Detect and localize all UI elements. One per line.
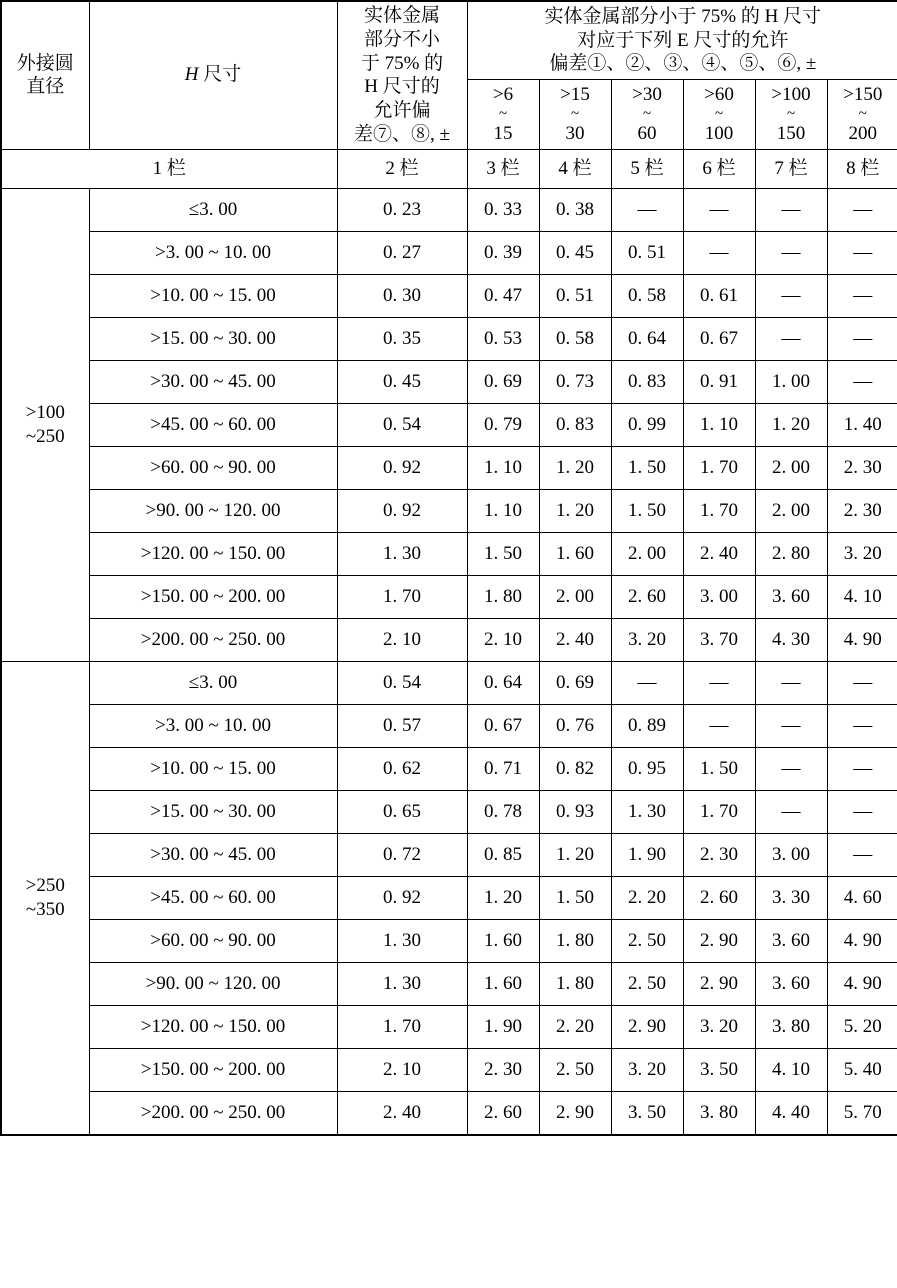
header-col3-line2: 部分不小 [363, 28, 440, 50]
h-size-cell: >3. 00 ~ 10. 00 [89, 231, 337, 274]
value-col6: 1. 10 [683, 403, 755, 446]
header-group-line3: 偏差①、②、③、④、⑤、⑥, ± [549, 53, 817, 75]
value-col5: 0. 51 [611, 231, 683, 274]
value-col7: 2. 00 [755, 446, 827, 489]
table-row [1, 1048, 897, 1091]
column-number-2: 2 栏 [337, 149, 467, 188]
h-size-cell: ≤3. 00 [89, 188, 337, 231]
value-col5: 0. 99 [611, 403, 683, 446]
value-col2: 2. 40 [337, 1091, 467, 1135]
table-row [1, 618, 897, 661]
table-row [1, 876, 897, 919]
h-size-cell: >45. 00 ~ 60. 00 [89, 403, 337, 446]
value-col8: — [827, 790, 897, 833]
value-col6: 2. 30 [683, 833, 755, 876]
table-row [1, 532, 897, 575]
value-col8: 4. 90 [827, 962, 897, 1005]
header-col3-line3: 于 75% 的 [360, 52, 444, 74]
table-row [1, 360, 897, 403]
value-col3: 0. 71 [467, 747, 539, 790]
value-col6: 0. 91 [683, 360, 755, 403]
value-col2: 0. 54 [337, 661, 467, 704]
value-col5: 2. 50 [611, 962, 683, 1005]
value-col8: — [827, 274, 897, 317]
table-row [1, 188, 897, 231]
column-number-3: 3 栏 [467, 149, 539, 188]
table-row [1, 231, 897, 274]
value-col2: 0. 57 [337, 704, 467, 747]
value-col7: 4. 40 [755, 1091, 827, 1135]
value-col7: 3. 00 [755, 833, 827, 876]
value-col8: — [827, 317, 897, 360]
value-col4: 1. 80 [539, 919, 611, 962]
value-col2: 1. 30 [337, 962, 467, 1005]
value-col2: 0. 54 [337, 403, 467, 446]
table-row [1, 790, 897, 833]
value-col8: — [827, 747, 897, 790]
header-e-range-2: >15 ~ 30 [539, 80, 611, 149]
value-col3: 0. 85 [467, 833, 539, 876]
value-col3: 1. 50 [467, 532, 539, 575]
value-col6: — [683, 188, 755, 231]
value-col7: 1. 20 [755, 403, 827, 446]
header-group-line2: 对应于下列 E 尺寸的允许 [577, 29, 789, 51]
value-col8: — [827, 188, 897, 231]
value-col8: 2. 30 [827, 489, 897, 532]
value-col8: 2. 30 [827, 446, 897, 489]
table-row [1, 661, 897, 704]
value-col8: — [827, 231, 897, 274]
value-col2: 0. 62 [337, 747, 467, 790]
value-col4: 0. 76 [539, 704, 611, 747]
value-col7: 3. 80 [755, 1005, 827, 1048]
table-row [1, 962, 897, 1005]
value-col5: 0. 89 [611, 704, 683, 747]
header-solid-metal-ge75 [337, 1, 467, 149]
value-col8: 5. 40 [827, 1048, 897, 1091]
value-col8: — [827, 661, 897, 704]
header-col3-line5: 允许偏 [373, 100, 431, 121]
value-col4: 0. 83 [539, 403, 611, 446]
h-size-cell: >30. 00 ~ 45. 00 [89, 833, 337, 876]
header-group-line1: 实体金属部分小于 75% 的 H 尺寸 [544, 5, 822, 27]
value-col7: 3. 60 [755, 962, 827, 1005]
header-col1-line1: 外接圆 [16, 52, 74, 74]
value-col4: 1. 20 [539, 489, 611, 532]
value-col4: 2. 40 [539, 618, 611, 661]
value-col5: 0. 83 [611, 360, 683, 403]
value-col6: 1. 70 [683, 446, 755, 489]
h-size-cell: >150. 00 ~ 200. 00 [89, 1048, 337, 1091]
h-size-cell: >45. 00 ~ 60. 00 [89, 876, 337, 919]
value-col6: — [683, 704, 755, 747]
value-col3: 0. 79 [467, 403, 539, 446]
value-col7: 1. 00 [755, 360, 827, 403]
value-col6: 3. 50 [683, 1048, 755, 1091]
value-col8: 4. 90 [827, 919, 897, 962]
value-col4: 1. 50 [539, 876, 611, 919]
value-col8: 5. 20 [827, 1005, 897, 1048]
value-col2: 2. 10 [337, 618, 467, 661]
value-col4: 2. 50 [539, 1048, 611, 1091]
value-col8: 4. 90 [827, 618, 897, 661]
value-col2: 1. 70 [337, 575, 467, 618]
header-col3-line1: 实体金属 [363, 5, 440, 26]
value-col7: — [755, 704, 827, 747]
column-number-1: 1 栏 [1, 149, 337, 188]
value-col3: 0. 64 [467, 661, 539, 704]
value-col8: 1. 40 [827, 403, 897, 446]
value-col7: — [755, 188, 827, 231]
value-col5: — [611, 661, 683, 704]
value-col3: 1. 10 [467, 489, 539, 532]
header-h-suffix: 尺寸 [203, 64, 242, 86]
value-col4: 0. 38 [539, 188, 611, 231]
h-size-cell: >30. 00 ~ 45. 00 [89, 360, 337, 403]
table-row [1, 403, 897, 446]
value-col6: 0. 61 [683, 274, 755, 317]
h-size-cell: ≤3. 00 [89, 661, 337, 704]
value-col2: 1. 30 [337, 532, 467, 575]
h-size-cell: >200. 00 ~ 250. 00 [89, 1091, 337, 1135]
table-row [1, 489, 897, 532]
table-row [1, 919, 897, 962]
h-size-cell: >120. 00 ~ 150. 00 [89, 532, 337, 575]
value-col5: 0. 95 [611, 747, 683, 790]
value-col2: 0. 92 [337, 446, 467, 489]
value-col4: 1. 60 [539, 532, 611, 575]
h-size-cell: >15. 00 ~ 30. 00 [89, 790, 337, 833]
h-size-cell: >10. 00 ~ 15. 00 [89, 747, 337, 790]
value-col6: 3. 20 [683, 1005, 755, 1048]
h-size-cell: >60. 00 ~ 90. 00 [89, 446, 337, 489]
value-col5: 3. 20 [611, 1048, 683, 1091]
value-col6: 2. 40 [683, 532, 755, 575]
table-row [1, 747, 897, 790]
value-col7: — [755, 790, 827, 833]
value-col3: 2. 10 [467, 618, 539, 661]
h-size-cell: >3. 00 ~ 10. 00 [89, 704, 337, 747]
value-col6: 1. 50 [683, 747, 755, 790]
value-col7: — [755, 661, 827, 704]
value-col3: 1. 60 [467, 962, 539, 1005]
h-size-cell: >10. 00 ~ 15. 00 [89, 274, 337, 317]
table-row [1, 317, 897, 360]
value-col6: 1. 70 [683, 489, 755, 532]
value-col5: 1. 30 [611, 790, 683, 833]
h-size-cell: >120. 00 ~ 150. 00 [89, 1005, 337, 1048]
value-col6: 3. 70 [683, 618, 755, 661]
value-col5: 1. 50 [611, 489, 683, 532]
value-col2: 2. 10 [337, 1048, 467, 1091]
value-col5: 2. 50 [611, 919, 683, 962]
value-col6: 2. 90 [683, 919, 755, 962]
table-row [1, 274, 897, 317]
h-size-cell: >90. 00 ~ 120. 00 [89, 962, 337, 1005]
value-col3: 0. 53 [467, 317, 539, 360]
value-col8: — [827, 360, 897, 403]
column-number-6: 6 栏 [683, 149, 755, 188]
table-row [1, 1005, 897, 1048]
value-col2: 0. 92 [337, 489, 467, 532]
value-col6: 3. 00 [683, 575, 755, 618]
column-number-8: 8 栏 [827, 149, 897, 188]
value-col7: 2. 00 [755, 489, 827, 532]
value-col2: 0. 27 [337, 231, 467, 274]
value-col5: 1. 90 [611, 833, 683, 876]
value-col4: 1. 80 [539, 962, 611, 1005]
value-col5: 3. 50 [611, 1091, 683, 1135]
value-col3: 0. 39 [467, 231, 539, 274]
header-e-range-5: >100 ~ 150 [755, 80, 827, 149]
header-h-dimension: H 尺寸 [89, 1, 337, 149]
header-col3-line6: 差⑦、⑧, ± [354, 123, 450, 145]
header-row-titles [1, 1, 897, 80]
value-col4: 0. 58 [539, 317, 611, 360]
value-col3: 0. 67 [467, 704, 539, 747]
table-row [1, 704, 897, 747]
column-number-5: 5 栏 [611, 149, 683, 188]
value-col4: 2. 20 [539, 1005, 611, 1048]
value-col3: 0. 33 [467, 188, 539, 231]
header-e-range-1: >6 ~ 15 [467, 80, 539, 149]
value-col4: 0. 82 [539, 747, 611, 790]
value-col7: — [755, 747, 827, 790]
value-col6: 2. 60 [683, 876, 755, 919]
h-size-cell: >90. 00 ~ 120. 00 [89, 489, 337, 532]
value-col6: 1. 70 [683, 790, 755, 833]
h-size-cell: >15. 00 ~ 30. 00 [89, 317, 337, 360]
value-col4: 2. 90 [539, 1091, 611, 1135]
value-col3: 1. 60 [467, 919, 539, 962]
header-col3-line4: H 尺寸的 [364, 76, 440, 98]
value-col7: — [755, 231, 827, 274]
value-col2: 0. 23 [337, 188, 467, 231]
value-col4: 1. 20 [539, 833, 611, 876]
value-col3: 1. 80 [467, 575, 539, 618]
header-e-range-3: >30 ~ 60 [611, 80, 683, 149]
value-col4: 0. 45 [539, 231, 611, 274]
value-col8: 4. 60 [827, 876, 897, 919]
value-col6: 2. 90 [683, 962, 755, 1005]
value-col5: 0. 58 [611, 274, 683, 317]
value-col5: 1. 50 [611, 446, 683, 489]
value-col6: — [683, 661, 755, 704]
header-circumscribed-diameter [1, 1, 89, 149]
header-e-range-4: >60 ~ 100 [683, 80, 755, 149]
group-label-1: >100 ~250 [1, 188, 89, 661]
value-col2: 0. 92 [337, 876, 467, 919]
value-col7: — [755, 317, 827, 360]
value-col7: 3. 60 [755, 919, 827, 962]
value-col4: 0. 51 [539, 274, 611, 317]
value-col3: 0. 47 [467, 274, 539, 317]
value-col3: 0. 69 [467, 360, 539, 403]
value-col7: — [755, 274, 827, 317]
value-col5: — [611, 188, 683, 231]
value-col8: — [827, 833, 897, 876]
value-col8: 4. 10 [827, 575, 897, 618]
value-col5: 2. 20 [611, 876, 683, 919]
value-col6: — [683, 231, 755, 274]
value-col7: 3. 30 [755, 876, 827, 919]
value-col2: 0. 72 [337, 833, 467, 876]
value-col2: 1. 30 [337, 919, 467, 962]
table-row [1, 446, 897, 489]
table-row [1, 575, 897, 618]
value-col8: 5. 70 [827, 1091, 897, 1135]
h-size-cell: >60. 00 ~ 90. 00 [89, 919, 337, 962]
value-col7: 4. 10 [755, 1048, 827, 1091]
h-size-cell: >200. 00 ~ 250. 00 [89, 618, 337, 661]
value-col5: 2. 00 [611, 532, 683, 575]
value-col3: 2. 30 [467, 1048, 539, 1091]
value-col8: — [827, 704, 897, 747]
value-col4: 2. 00 [539, 575, 611, 618]
value-col3: 1. 10 [467, 446, 539, 489]
value-col7: 2. 80 [755, 532, 827, 575]
h-size-cell: >150. 00 ~ 200. 00 [89, 575, 337, 618]
value-col4: 1. 20 [539, 446, 611, 489]
value-col7: 3. 60 [755, 575, 827, 618]
value-col3: 1. 90 [467, 1005, 539, 1048]
value-col3: 1. 20 [467, 876, 539, 919]
value-col4: 0. 93 [539, 790, 611, 833]
value-col2: 0. 30 [337, 274, 467, 317]
value-col2: 0. 45 [337, 360, 467, 403]
column-number-7: 7 栏 [755, 149, 827, 188]
header-solid-metal-lt75-group [467, 1, 897, 80]
table-row [1, 833, 897, 876]
value-col3: 0. 78 [467, 790, 539, 833]
value-col2: 0. 65 [337, 790, 467, 833]
value-col5: 0. 64 [611, 317, 683, 360]
header-row-column-numbers [1, 149, 897, 188]
value-col6: 3. 80 [683, 1091, 755, 1135]
value-col4: 0. 69 [539, 661, 611, 704]
value-col3: 2. 60 [467, 1091, 539, 1135]
value-col2: 0. 35 [337, 317, 467, 360]
table-row [1, 1091, 897, 1135]
header-e-range-6: >150 ~ 200 [827, 80, 897, 149]
header-col1-line2: 直径 [26, 76, 65, 98]
value-col6: 0. 67 [683, 317, 755, 360]
value-col5: 3. 20 [611, 618, 683, 661]
value-col2: 1. 70 [337, 1005, 467, 1048]
value-col5: 2. 60 [611, 575, 683, 618]
value-col7: 4. 30 [755, 618, 827, 661]
value-col4: 0. 73 [539, 360, 611, 403]
group-label-2: >250 ~350 [1, 661, 89, 1135]
value-col5: 2. 90 [611, 1005, 683, 1048]
value-col8: 3. 20 [827, 532, 897, 575]
column-number-4: 4 栏 [539, 149, 611, 188]
